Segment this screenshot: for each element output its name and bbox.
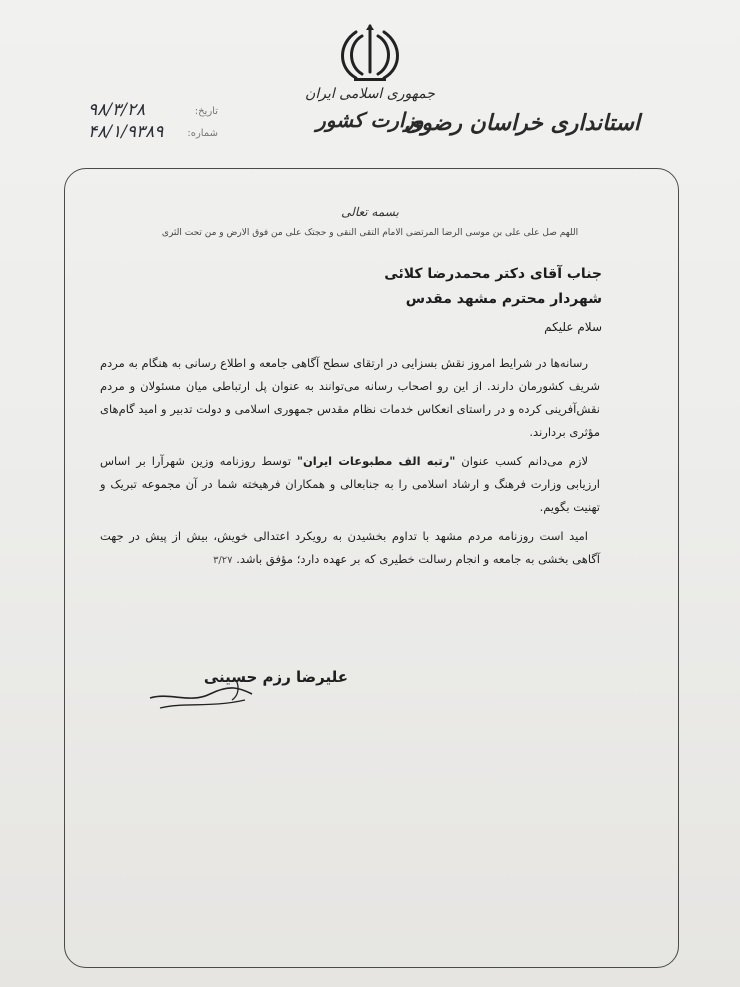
date-label: تاریخ: [194,106,218,117]
paragraph-2 [100,450,600,519]
addressee [342,262,602,312]
greeting: سلام علیکم [544,320,602,334]
paragraph-3 [100,525,600,572]
date-row [88,100,218,122]
date-value: ۹۸/۳/۲۸ [88,100,146,120]
ministry-title: وزارت کشور [316,108,424,132]
signature-mark [140,664,260,714]
letter-meta [88,100,218,144]
paragraph-1: رسانه‌ها در شرایط امروز نقش بسزایی در ارتقای سطح آگاهی جامعه و اطلاع رسانی به هنگام به مردم شریف کشورمان دارند. از این رو اصحاب رسانه می‌توانند به عنوان پل ارتباطی میان مسئولان و مردم نقش‌آفرینی کرده و در راستای انعکاس خدمات نظام مقدس جمهوری اسلامی و دولت تدبیر و امید گام‌های مؤثری بردارند. [100,356,600,439]
iran-emblem-icon [340,22,400,84]
letter-body [100,352,600,578]
paragraph-3-stamp: ۳/۲۷ [213,555,233,566]
signer-name: علیرضا رزم حسینی [203,668,348,686]
number-row [88,122,218,144]
salawat-line: اللهم صل علی علی بن موسی الرضا المرتضی الامام التقی النقی و حجتک علی من فوق الارض و من تحت الثری [161,228,579,238]
number-label: شماره: [187,128,218,139]
republic-title: جمهوری اسلامی ایران [305,86,435,102]
addressee-name: جناب آقای دکتر محمدرضا کلائی [384,266,602,282]
paragraph-2-pre: لازم می‌دانم کسب عنوان [461,454,589,468]
paragraph-2-award: "رتبه الف مطبوعات ایران" [296,454,456,468]
number-value: ۴۸/۱/۹۳۸۹ [88,122,164,142]
addressee-title: شهردار محترم مشهد مقدس [405,291,602,307]
paragraph-3-text: امید است روزنامه مردم مشهد با تداوم بخشیدن به رویکرد اعتدالی خویش، بیش از پیش در جهت آگاهی بخشی به جامعه و انجام رسالت خطیری که بر عهده دارد؛ مؤفق باشد. [100,529,600,566]
paragraph-2-post: توسط روزنامه وزین شهرآرا بر اساس ارزیابی وزارت فرهنگ و ارشاد اسلامی را به جنابعالی و همکاران فرهیخته شما در آن مجموعه تبریک و تهنیت بگویم. [100,454,600,514]
governorate-title: استانداری خراسان رضوی [404,110,640,136]
letter-heading: بسمه تعالی [341,205,399,219]
